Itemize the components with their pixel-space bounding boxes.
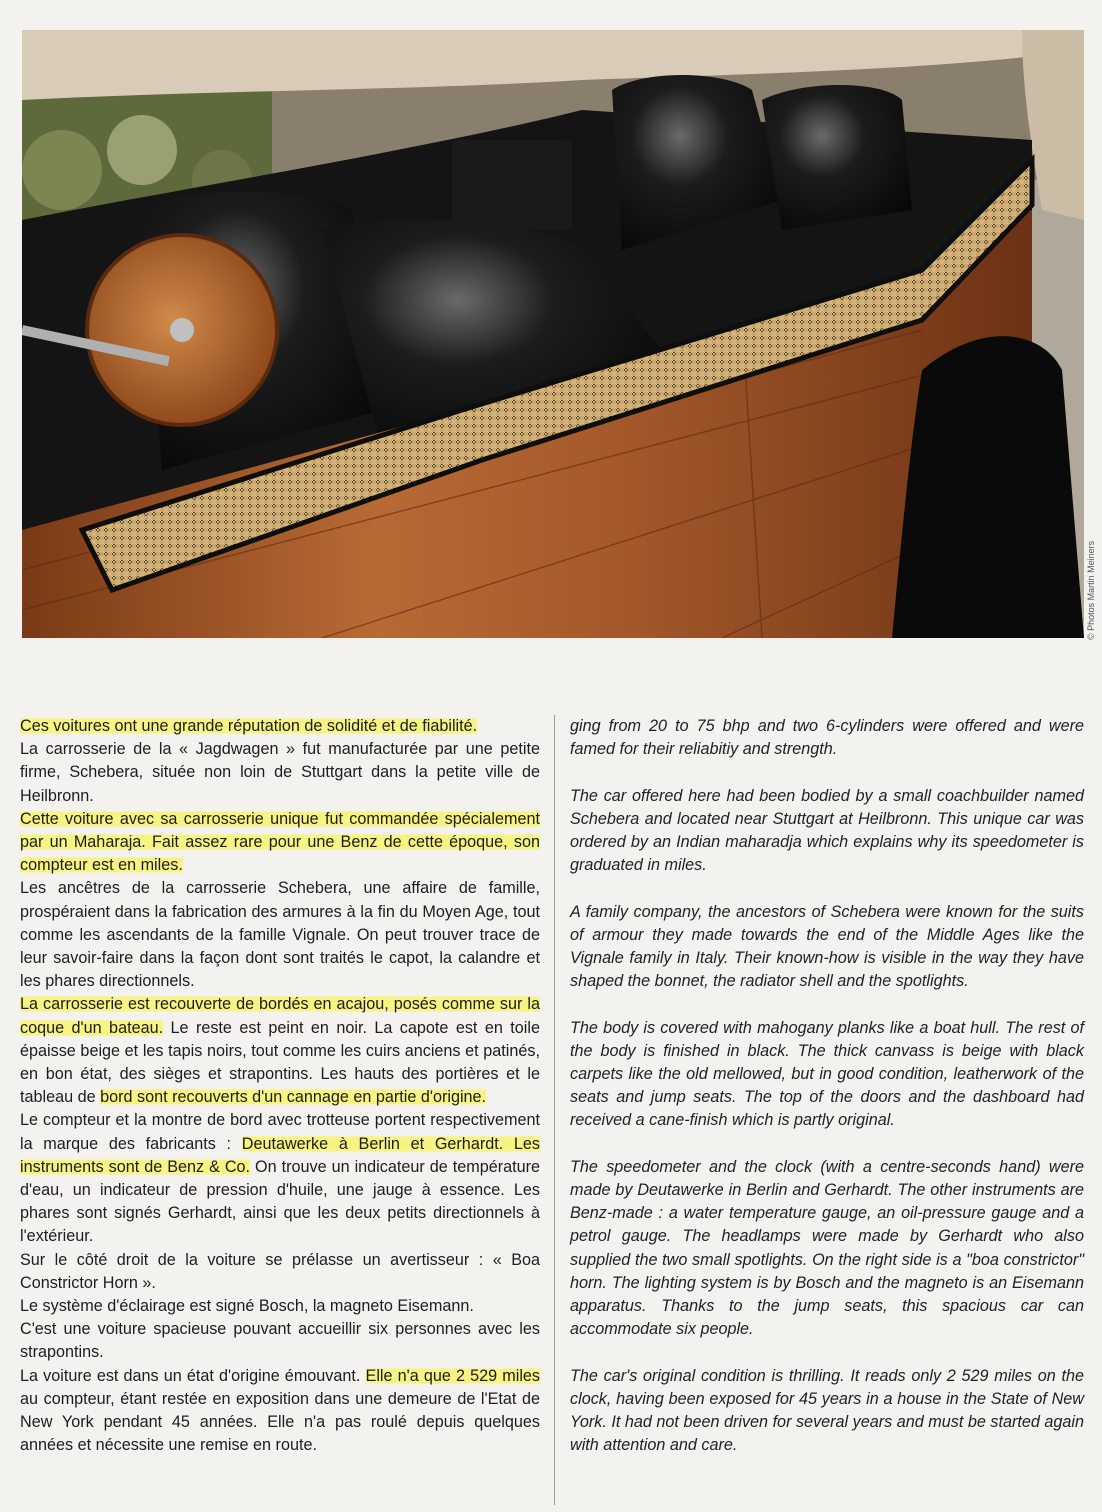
fr-paragraph-9: C'est une voiture spacieuse pouvant accueillir six personnes avec les strapontins.	[20, 1320, 540, 1362]
fr-text: Le compteur et la montre de bord avec trotteuse portent respectivement la marque des fabricants :	[20, 1111, 540, 1153]
column-divider	[554, 715, 555, 1505]
fr-paragraph-3	[20, 808, 540, 878]
english-column	[570, 715, 1084, 1481]
fr-paragraph-1	[20, 715, 540, 738]
en-paragraph-6: The car's original condition is thrilling. It reads only 2 529 miles on the clock, having been exposed for 45 years in a house in the State of New York. It had not been driven for several years and must be started again with attention and care.	[570, 1366, 1084, 1455]
fr-text: Le reste est peint en noir. La capote est en toile épaisse beige et les tapis noirs, tout comme les cuirs anciens et patinés, en bon état, des sièges et strapontins. Les hauts des portières et le tableau de	[20, 1018, 540, 1107]
fr-text: La voiture est dans un état d'origine émouvant.	[20, 1366, 366, 1385]
en-paragraph-5: The speedometer and the clock (with a centre-seconds hand) were made by Deutawerke in Berlin and Gerhardt. The other instruments are Benz-made : a water temperature gauge, an oil-pressure gauge and a petrol gauge. The headlamps were made by Gerhardt who also supplied the two small spotlights. On the right side is a "boa constrictor" horn. The lighting system is by Bosch and the magneto is an Eisemann apparatus. Thanks to the jump seats, this spacious car can accommodate six people.	[570, 1157, 1084, 1339]
fr-paragraph-2: La carrosserie de la « Jagdwagen » fut manufacturée par une petite firme, Schebera, située non loin de Stuttgart dans la petite ville de Heilbronn.	[20, 740, 540, 805]
fr-paragraph-5	[20, 993, 540, 1109]
photo-credit: © Photos Martin Meiners	[1086, 540, 1096, 640]
fr-paragraph-8: Le système d'éclairage est signé Bosch, la magneto Eisemann.	[20, 1297, 474, 1316]
fr-paragraph-4: Les ancêtres de la carrosserie Schebera, une affaire de famille, prospéraient dans la fabrication des armures à la fin du Moyen Age, tout comme les ascendants de la famille Vignale. On peut trouver trace de leur savoir-faire dans la façon dont sont traités le capot, la calandre et les phares directionnels.	[20, 879, 540, 991]
en-paragraph-4: The body is covered with mahogany planks like a boat hull. The rest of the body is finished in black. The thick canvass is beige with black carpets like the old mellowed, but in good condition, leatherwork of the seats and jump seats. The top of the doors and the dashboard had received a cane-finish which is partly original.	[570, 1018, 1084, 1130]
car-interior-photo	[22, 30, 1084, 638]
fr-paragraph-10	[20, 1365, 540, 1458]
fr-highlight: Ces voitures ont une grande réputation de solidité et de fiabilité.	[20, 717, 478, 735]
en-paragraph-2: The car offered here had been bodied by a small coachbuilder named Schebera and located near Stuttgart at Heilbronn. This unique car was ordered by an Indian maharadja which explains why its speedometer is graduated in miles.	[570, 786, 1084, 875]
fr-highlight: Cette voiture avec sa carrosserie unique fut commandée spécialement par un Maharaja. Fait assez rare pour une Benz de cette époque, son compteur est en miles.	[20, 809, 540, 875]
french-column	[20, 715, 540, 1458]
fr-highlight: Elle n'a que 2 529 miles	[365, 1366, 541, 1385]
fr-text: au compteur, étant restée en exposition dans une demeure de l'Etat de New York pendant 45 années. Elle n'a pas roulé depuis quelques années et nécessite une remise en route.	[20, 1389, 540, 1455]
fr-highlight: Deutawerke à Berlin et Gerhardt. Les instruments sont de Benz & Co.	[20, 1134, 541, 1176]
fr-text: On trouve un indicateur de température d'eau, un indicateur de pression d'huile, une jauge à essence. Les phares sont signés Gerhardt, ainsi que les deux petits directionnels à l'extérieur.	[20, 1157, 541, 1246]
fr-paragraph-7: Sur le côté droit de la voiture se prélasse un avertisseur : « Boa Constrictor Horn ».	[20, 1250, 540, 1292]
en-paragraph-3: A family company, the ancestors of Schebera were known for the suits of armour they made towards the end of the Middle Ages like the Vignale family in Italy. Their known-how is visible in the way they have shaped the bonnet, the radiator shell and the spotlights.	[570, 902, 1084, 991]
fr-highlight: bord sont recouverts d'un cannage en partie d'origine.	[100, 1088, 487, 1107]
fr-highlight: La carrosserie est recouverte de bordés en acajou, posés comme sur la coque d'un bateau.	[20, 995, 540, 1037]
fr-paragraph-6	[20, 1109, 540, 1248]
en-paragraph-1: ging from 20 to 75 bhp and two 6-cylinders were offered and were famed for their reliabitiy and strength.	[570, 717, 1084, 759]
